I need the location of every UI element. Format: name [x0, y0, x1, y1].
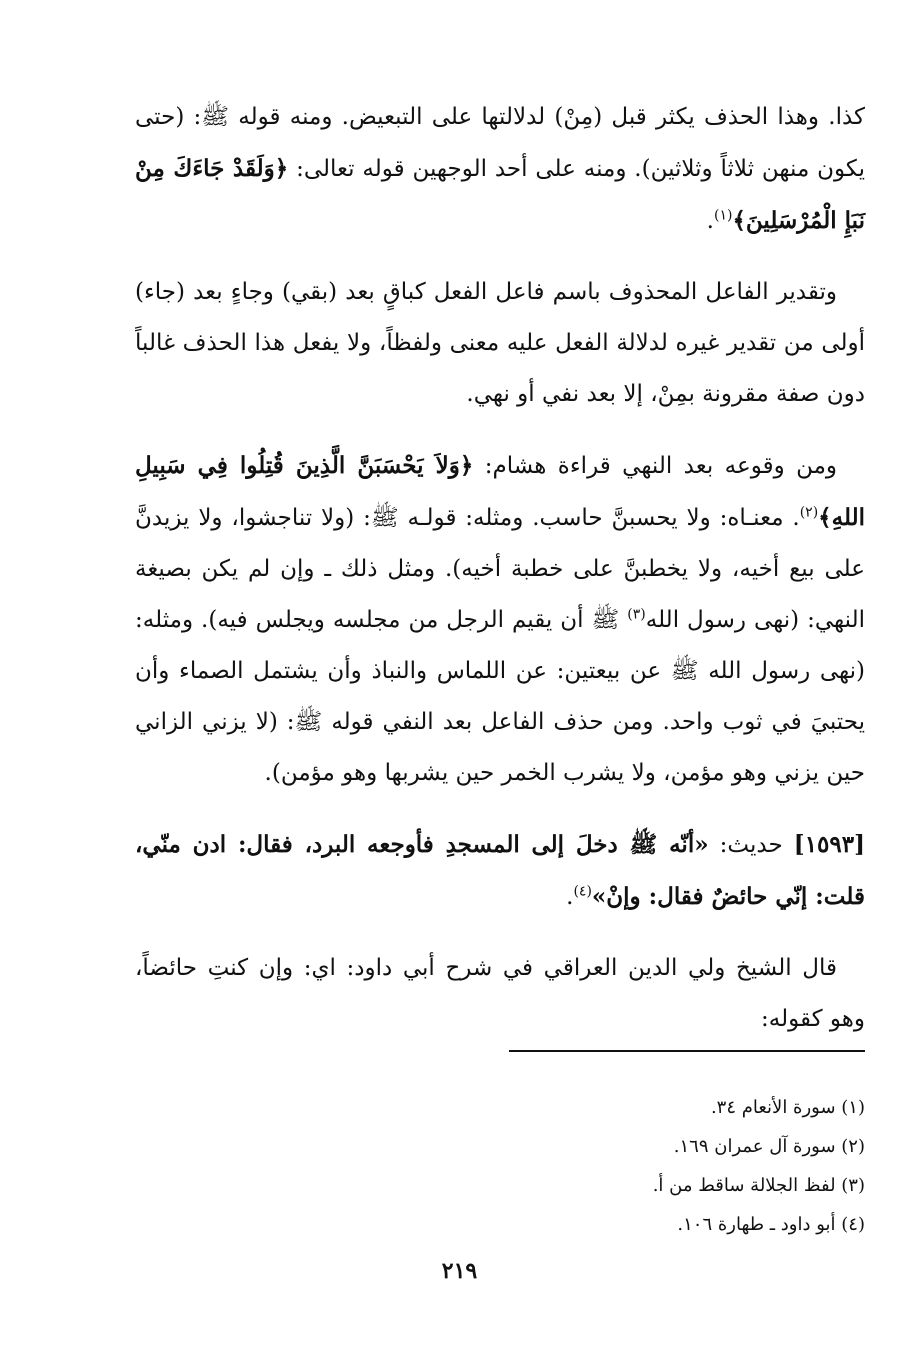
footnote-item: (١) سورة الأنعام ٣٤. — [710, 1097, 865, 1118]
text-segment: وتقدير الفاعل المحذوف باسم فاعل الفعل كباقٍ بعد (بقي) وجاءٍ بعد (جاء) أولى من تقدير غيره لدلالة الفعل عليه معنى ولفظاً، ولا يفعل هذا الحذف غالباً دون صفة مقرونة بمِنْ، إلا بعد نفي أو نهي. — [135, 279, 865, 407]
text-segment: كذا. وهذا الحذف يكثر قبل (مِنْ) لدلالتها على التبعيض. ومنه قوله ﷺ: (حتى يكون منهن ثلاثاً وثلاثين). ومنه على أحد الوجهين قوله تعالى: — [135, 104, 866, 182]
page-number: ٢١٩ — [441, 1258, 478, 1284]
quran-verse: ﴿وَلاَ يَحْسَبَنَّ الَّذِينَ قُتِلُوا فِي سَبِيلِ اللهِ﴾ — [135, 452, 865, 531]
text-segment: ومن وقوعه بعد النهي قراءة هشام: — [473, 453, 838, 479]
footnotes-list — [135, 1088, 865, 1244]
text-segment: حديث: — [708, 832, 794, 858]
footnote-item: (٤) أبو داود ـ طهارة ١٠٦. — [677, 1214, 865, 1235]
text-segment: . — [706, 208, 714, 234]
paragraph-p3 — [135, 440, 865, 799]
footnote-ref: (٢) — [799, 504, 819, 521]
text-segment: قال الشيخ ولي الدين العراقي في شرح أبي داود: اي: وإن كنتِ حائضاً، وهو كقوله: — [135, 955, 865, 1032]
footnote-ref: (١) — [713, 207, 733, 224]
text-segment: . معنـاه: ولا يحسبنَّ حاسب. ومثله: قولـه ﷺ: (ولا تناجشوا، ولا يزيدنَّ على بيع أخيه، ولا يخطبنَّ على خطبة أخيه). ومثل ذلك ـ وإن لم يكن بصيغة النهي: (نهى رسول الله — [135, 505, 865, 633]
text-segment: . — [566, 884, 574, 910]
paragraph-p2 — [135, 267, 865, 420]
footnote-ref: (٤) — [573, 883, 592, 900]
footnote-item: (٣) لفظ الجلالة ساقط من أ. — [652, 1175, 865, 1196]
paragraph-p4 — [135, 819, 865, 923]
footnote-item: (٢) سورة آل عمران ١٦٩. — [673, 1136, 865, 1157]
quran-verse: ﴿وَلَقَدْ جَاءَكَ مِنْ نَبَإِ الْمُرْسَلِينَ﴾ — [135, 155, 865, 234]
footnote-ref: (٣) — [627, 606, 646, 623]
text-segment: ﷺ أن يقيم الرجل من مجلسه ويجلس فيه). ومثله: (نهى رسول الله ﷺ عن بيعتين: عن اللماس والنباذ وأن يشتمل الصماء وأن يحتبيَ في ثوب واحد. ومن حذف الفاعل بعد النفي قوله ﷺ: (لا يزني الزاني حين يزني وهو مؤمن، ولا يشرب الخمر حين يشربها وهو مؤمن). — [135, 607, 865, 786]
paragraph-p1 — [135, 92, 865, 247]
footnote-separator — [509, 1050, 865, 1052]
main-text-block — [135, 92, 865, 1065]
hadith-number: [١٥٩٣] — [793, 831, 865, 858]
hadith-text: «أنّه ﷺ دخلَ إلى المسجدِ فأوجعه البرد، فقال: ادن منّي، قلت: إنّي حائضٌ فقال: وإنْ» — [135, 831, 865, 910]
paragraph-p5 — [135, 943, 865, 1045]
